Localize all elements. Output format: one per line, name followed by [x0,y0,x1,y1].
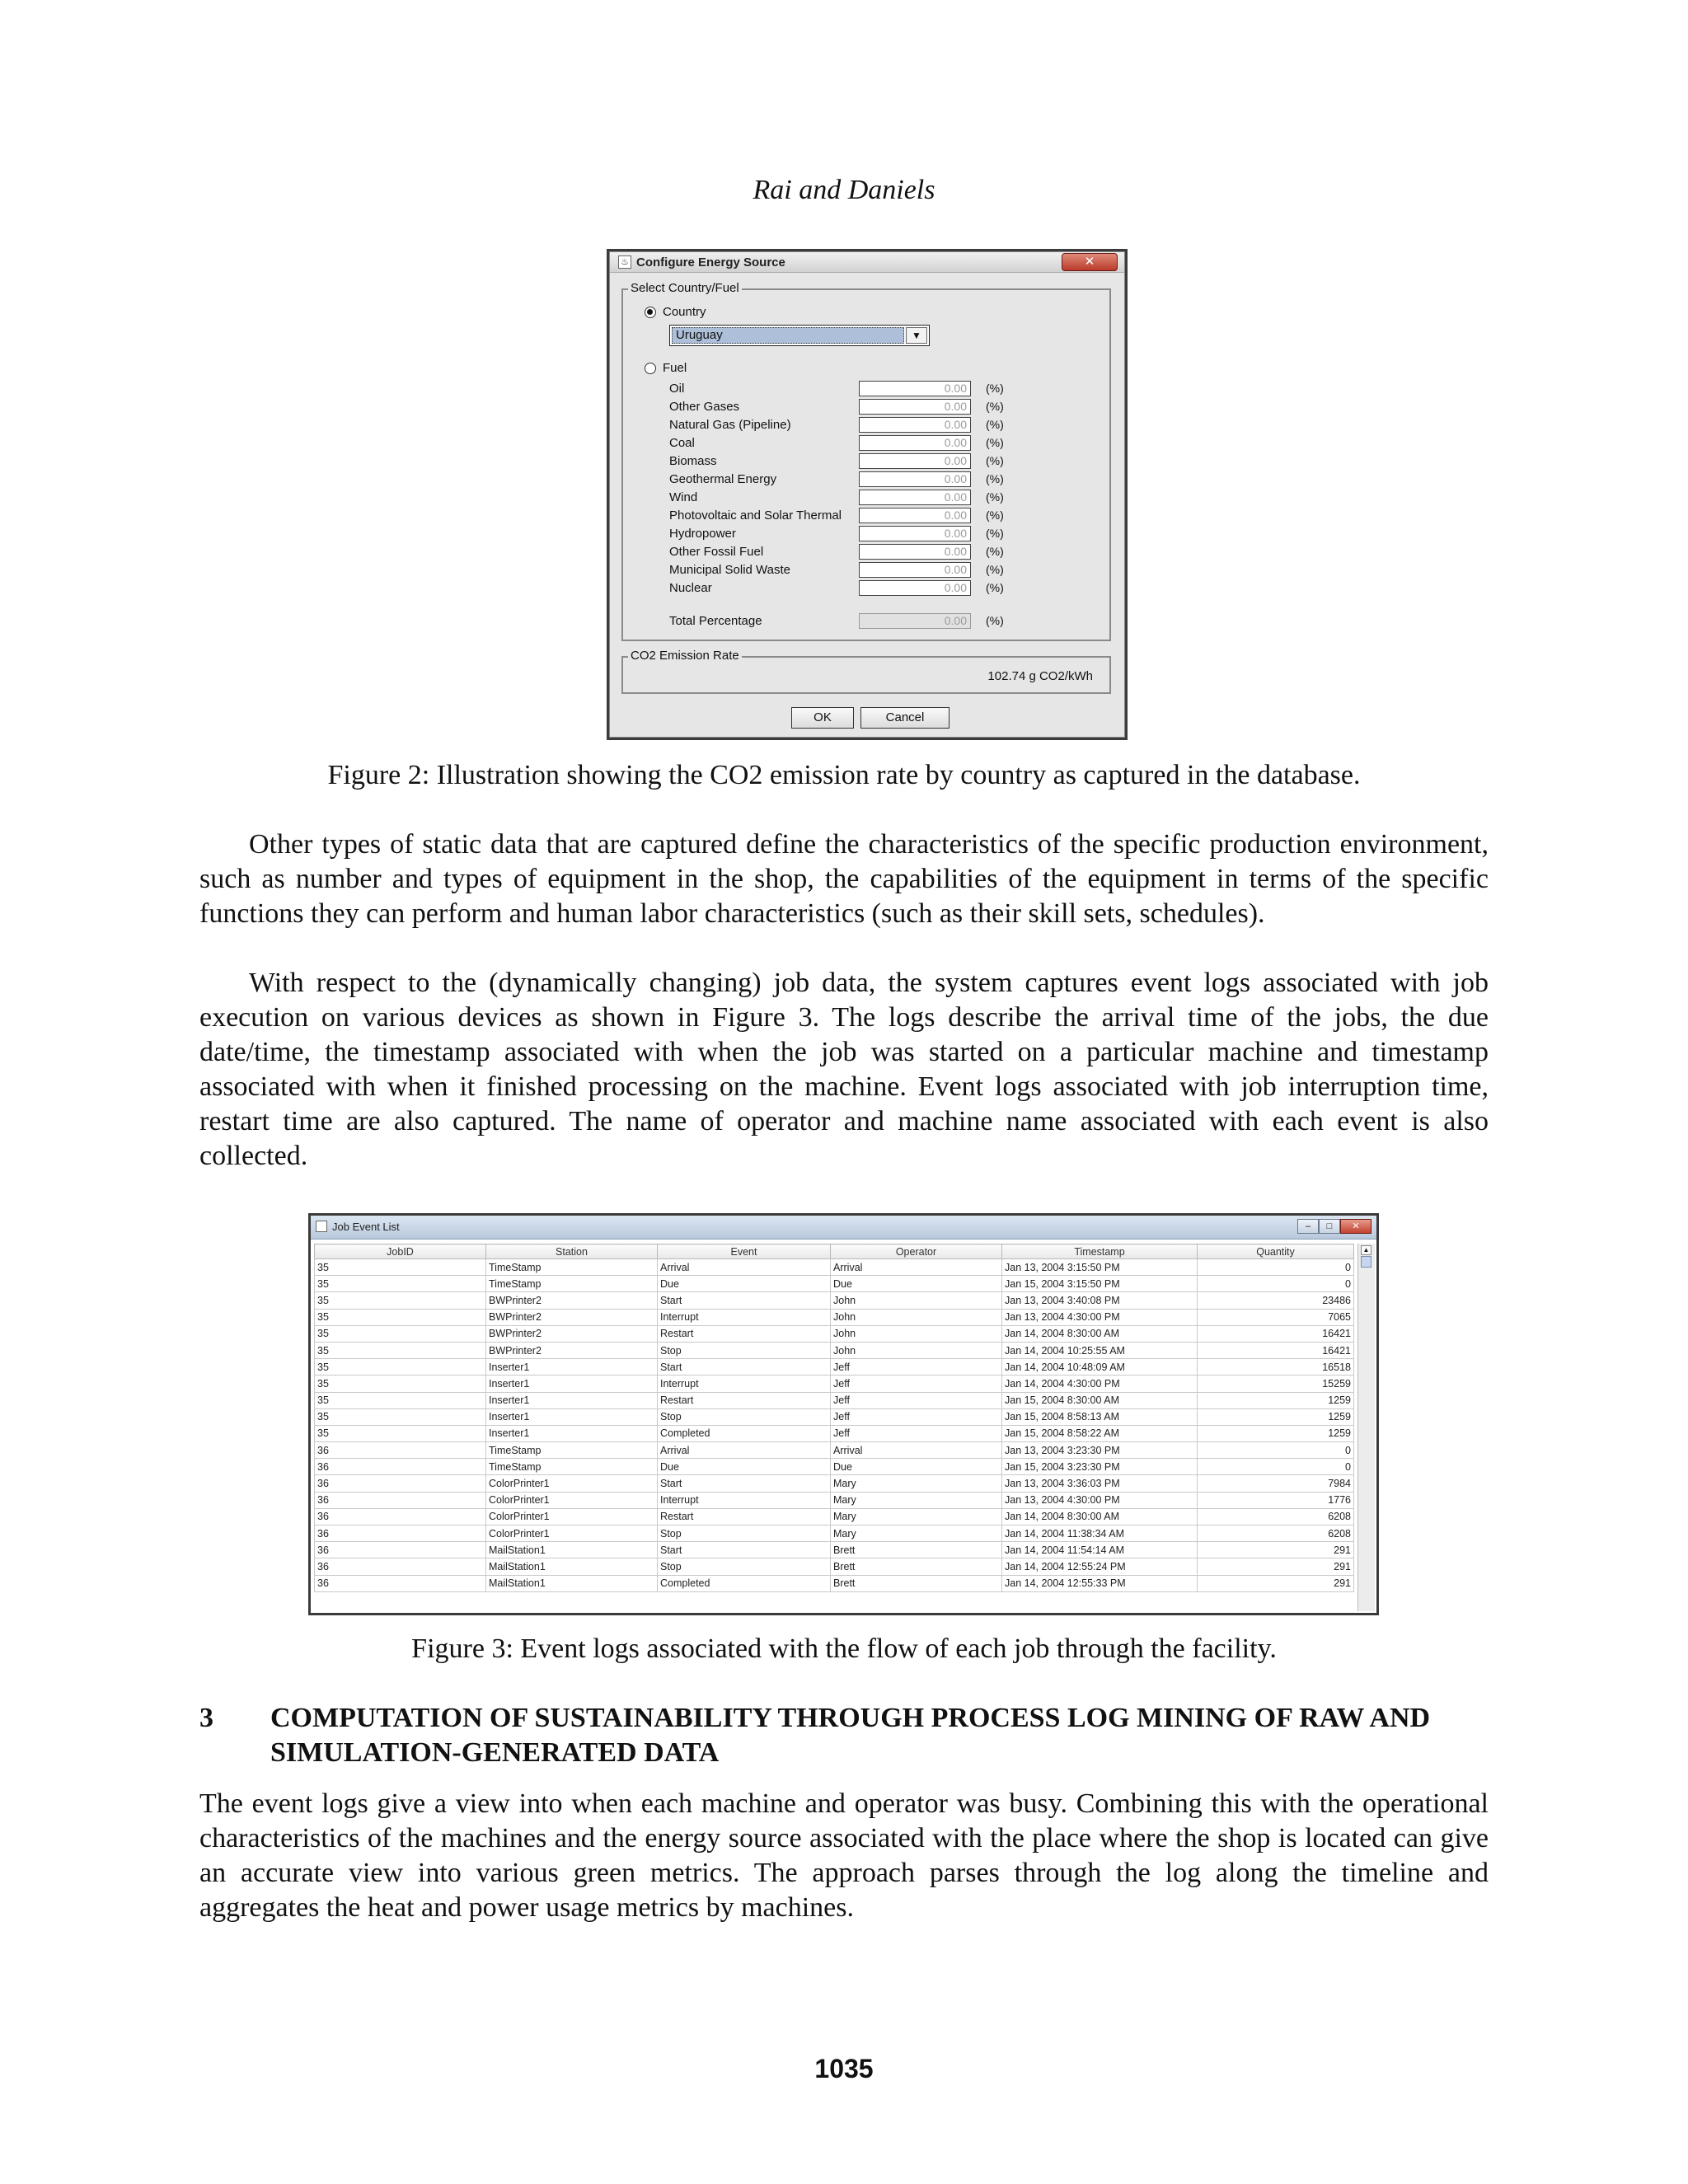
table-cell: Jan 14, 2004 10:48:09 AM [1002,1359,1198,1376]
table-cell: 36 [315,1442,486,1459]
table-row[interactable] [315,1376,1354,1392]
table-cell: 0 [1198,1459,1354,1475]
table-cell: 291 [1198,1542,1354,1558]
table-cell: Completed [658,1575,831,1591]
table-cell: Due [831,1276,1002,1292]
fuel-name: Hydropower [669,527,736,541]
table-cell: Stop [658,1526,831,1542]
table-cell: MailStation1 [486,1575,658,1591]
table-row[interactable] [315,1526,1354,1542]
fuel-name: Natural Gas (Pipeline) [669,418,791,432]
maximize-icon[interactable]: □ [1319,1219,1340,1234]
table-row[interactable] [315,1459,1354,1475]
table-cell: 0 [1198,1442,1354,1459]
table-cell: Mary [831,1475,1002,1492]
paragraph-text: Other types of static data that are captured define the characteristics of the specific production environment, such as number and types of equipment in the shop, the capabilities of the equipment in terms of the specific functions they can perform and human labor characteristics (such as their skill sets, schedules). [199,829,1489,929]
fuel-row [669,526,1081,542]
table-cell: ColorPrinter1 [486,1526,658,1542]
fuel-percentage-input[interactable]: 0.00 [859,580,971,596]
ok-button[interactable]: OK [791,707,854,729]
co2-emission-rate-group [621,649,1111,694]
table-cell: 16421 [1198,1325,1354,1342]
table-cell: Jan 15, 2004 3:23:30 PM [1002,1459,1198,1475]
percent-unit: (%) [986,472,1004,485]
select-country-fuel-group [621,281,1111,641]
table-cell: Jeff [831,1425,1002,1441]
table-cell: MailStation1 [486,1542,658,1558]
table-cell: Mary [831,1508,1002,1525]
section-title: COMPUTATION OF SUSTAINABILITY THROUGH PROCESS LOG MINING OF RAW AND SIMULATION-GENERATED DATA [270,1703,1431,1768]
minimize-icon[interactable]: – [1297,1219,1319,1234]
column-header[interactable]: Quantity [1198,1244,1354,1259]
table-cell: 36 [315,1542,486,1558]
table-cell: 291 [1198,1575,1354,1591]
table-cell: John [831,1325,1002,1342]
table-row[interactable] [315,1442,1354,1459]
table-cell: Arrival [658,1259,831,1276]
java-app-icon: ♨ [618,255,631,269]
table-cell: 36 [315,1558,486,1575]
table-cell: Brett [831,1558,1002,1575]
table-cell: 6208 [1198,1508,1354,1525]
table-cell: 36 [315,1526,486,1542]
table-cell: 36 [315,1475,486,1492]
fuel-percentage-input[interactable]: 0.00 [859,417,971,433]
table-cell: Brett [831,1575,1002,1591]
table-cell: Jan 15, 2004 8:30:00 AM [1002,1392,1198,1408]
table-cell: 1259 [1198,1408,1354,1425]
co2-emission-value: 102.74 g CO2/kWh [987,669,1093,683]
table-row[interactable] [315,1508,1354,1525]
fuel-row [669,453,1081,470]
table-cell: Jan 14, 2004 12:55:24 PM [1002,1558,1198,1575]
percent-unit: (%) [986,454,1004,467]
table-cell: Inserter1 [486,1408,658,1425]
fuel-name: Wind [669,490,698,504]
table-cell: Jan 13, 2004 4:30:00 PM [1002,1309,1198,1325]
table-cell: Jan 14, 2004 12:55:33 PM [1002,1575,1198,1591]
table-row[interactable] [315,1259,1354,1276]
fuel-row [669,544,1081,560]
fuel-name: Other Fossil Fuel [669,545,764,559]
fuel-name: Coal [669,436,695,450]
fuel-row [669,381,1081,397]
table-row[interactable] [315,1575,1354,1591]
table-cell: Restart [658,1392,831,1408]
table-cell: 1259 [1198,1425,1354,1441]
table-cell: ColorPrinter1 [486,1475,658,1492]
table-cell: Interrupt [658,1492,831,1508]
table-cell: Inserter1 [486,1425,658,1441]
fuel-percentage-input[interactable]: 0.00 [859,526,971,541]
table-cell: TimeStamp [486,1276,658,1292]
country-dropdown-value: Uruguay [672,327,904,344]
table-cell: TimeStamp [486,1259,658,1276]
paragraph-job-data [199,966,1489,1174]
table-cell: Jan 13, 2004 4:30:00 PM [1002,1492,1198,1508]
table-row[interactable] [315,1292,1354,1309]
fuel-percentage-input[interactable]: 0.00 [859,435,971,451]
table-cell: Due [831,1459,1002,1475]
table-row[interactable] [315,1392,1354,1408]
table-cell: 35 [315,1359,486,1376]
window-titlebar [311,1216,1376,1240]
fuel-name: Biomass [669,454,717,468]
table-cell: Jan 14, 2004 10:25:55 AM [1002,1342,1198,1358]
table-cell: Inserter1 [486,1376,658,1392]
table-cell: 35 [315,1292,486,1309]
country-radio-option[interactable] [645,305,706,319]
table-row[interactable] [315,1475,1354,1492]
table-cell: BWPrinter2 [486,1309,658,1325]
fuel-name: Municipal Solid Waste [669,563,791,577]
fuel-name: Other Gases [669,400,740,414]
paragraph-text: With respect to the (dynamically changing) job data, the system captures event logs associated with job execution on various devices as shown in Figure 3. The logs describe the arrival time of the jobs, the due date/time, the timestamp associated with when the job was started on a particular machine and timestamp associated with when it finished processing on the machine. Event logs associated with job interruption time, restart time are also captured. The name of operator and machine name associated with each event is also collected. [199,968,1489,1171]
dialog-titlebar [610,252,1124,273]
table-cell: Jan 13, 2004 3:36:03 PM [1002,1475,1198,1492]
table-cell: 16421 [1198,1342,1354,1358]
table-cell: Inserter1 [486,1359,658,1376]
fuel-row [669,399,1081,415]
table-cell: Start [658,1475,831,1492]
fuel-row [669,471,1081,488]
section-body-paragraph: The event logs give a view into when each machine and operator was busy. Combining this with the operational characteristics of the machines and the energy source associated with the place where the shop is located can give an accurate view into various green metrics. The approach parses through the log along the timeline and aggregates the heat and power usage metrics by machines. [199,1788,1489,1923]
table-cell: Jan 14, 2004 11:54:14 AM [1002,1542,1198,1558]
table-cell: Jan 15, 2004 8:58:13 AM [1002,1408,1198,1425]
table-row[interactable] [315,1425,1354,1441]
table-cell: 16518 [1198,1359,1354,1376]
radio-selected-icon[interactable] [645,307,656,318]
fuel-radio-option[interactable] [645,361,687,375]
fuel-name: Oil [669,382,685,396]
fuel-percentage-input[interactable]: 0.00 [859,508,971,523]
table-cell: Jeff [831,1392,1002,1408]
table-cell: ColorPrinter1 [486,1492,658,1508]
close-icon[interactable]: ✕ [1340,1219,1372,1234]
table-cell: Jan 14, 2004 4:30:00 PM [1002,1376,1198,1392]
table-cell: Start [658,1542,831,1558]
percent-unit: (%) [986,614,1004,627]
percent-unit: (%) [986,527,1004,540]
table-cell: John [831,1342,1002,1358]
table-cell: Inserter1 [486,1392,658,1408]
fuel-name: Nuclear [669,581,712,595]
table-cell: Interrupt [658,1309,831,1325]
column-header[interactable]: Operator [831,1244,1002,1259]
table-row[interactable] [315,1359,1354,1376]
table-cell: TimeStamp [486,1459,658,1475]
fuel-row [669,508,1081,524]
table-cell: Stop [658,1558,831,1575]
table-cell: Jan 13, 2004 3:40:08 PM [1002,1292,1198,1309]
app-icon [316,1221,327,1232]
configure-energy-source-dialog [607,249,1128,740]
table-cell: Interrupt [658,1376,831,1392]
country-radio-label: Country [663,305,706,319]
table-cell: 36 [315,1459,486,1475]
fuel-row [669,435,1081,452]
table-cell: 35 [315,1309,486,1325]
fuel-percentage-input[interactable]: 0.00 [859,562,971,578]
section-number: 3 [199,1703,213,1733]
fuel-radio-label: Fuel [663,361,687,375]
fuel-percentage-input[interactable]: 0.00 [859,544,971,560]
table-cell: Jan 15, 2004 8:58:22 AM [1002,1425,1198,1441]
fuel-row [669,417,1081,434]
table-row[interactable] [315,1558,1354,1575]
table-row[interactable] [315,1325,1354,1342]
table-cell: 35 [315,1392,486,1408]
table-row[interactable] [315,1492,1354,1508]
table-cell: 0 [1198,1259,1354,1276]
percent-unit: (%) [986,418,1004,431]
percent-unit: (%) [986,436,1004,449]
table-cell: 35 [315,1276,486,1292]
group-label: CO2 Emission Rate [628,649,742,663]
running-head: Rai and Daniels [753,175,935,205]
table-cell: 35 [315,1259,486,1276]
table-cell: Arrival [831,1442,1002,1459]
fuel-percentage-input[interactable]: 0.00 [859,490,971,505]
figure-3-caption: Figure 3: Event logs associated with the flow of each job through the facility. [411,1633,1277,1664]
job-event-table [314,1244,1354,1592]
table-cell: Jan 14, 2004 11:38:34 AM [1002,1526,1198,1542]
table-cell: Restart [658,1325,831,1342]
table-cell: BWPrinter2 [486,1342,658,1358]
vertical-scrollbar[interactable] [1357,1244,1375,1611]
table-cell: Jan 14, 2004 8:30:00 AM [1002,1325,1198,1342]
table-cell: Stop [658,1342,831,1358]
table-cell: Mary [831,1526,1002,1542]
column-header[interactable]: Event [658,1244,831,1259]
fuel-percentage-input[interactable]: 0.00 [859,399,971,415]
table-cell: 7065 [1198,1309,1354,1325]
table-cell: Mary [831,1492,1002,1508]
table-cell: Jan 14, 2004 8:30:00 AM [1002,1508,1198,1525]
table-cell: Completed [658,1425,831,1441]
table-cell: 1259 [1198,1392,1354,1408]
table-cell: 35 [315,1342,486,1358]
percent-unit: (%) [986,400,1004,413]
scrollbar-thumb[interactable] [1361,1256,1372,1268]
table-cell: MailStation1 [486,1558,658,1575]
table-cell: Jan 13, 2004 3:23:30 PM [1002,1442,1198,1459]
table-row[interactable] [315,1342,1354,1358]
table-row[interactable] [315,1309,1354,1325]
table-cell: Due [658,1276,831,1292]
percent-unit: (%) [986,563,1004,576]
window-title: Job Event List [332,1221,400,1233]
table-row[interactable] [315,1542,1354,1558]
table-cell: Due [658,1459,831,1475]
radio-unselected-icon[interactable] [645,363,656,374]
table-row[interactable] [315,1408,1354,1425]
table-cell: Jeff [831,1376,1002,1392]
job-event-list-window [308,1213,1379,1615]
table-cell: John [831,1292,1002,1309]
total-percentage-label: Total Percentage [669,614,762,628]
percent-unit: (%) [986,509,1004,522]
table-cell: 35 [315,1325,486,1342]
table-cell: 15259 [1198,1376,1354,1392]
percent-unit: (%) [986,382,1004,395]
table-cell: 35 [315,1425,486,1441]
table-cell: Brett [831,1542,1002,1558]
table-cell: 291 [1198,1558,1354,1575]
column-header[interactable]: Station [486,1244,658,1259]
percent-unit: (%) [986,490,1004,504]
total-percentage-field: 0.00 [859,613,971,629]
percent-unit: (%) [986,545,1004,558]
fuel-percentage-input[interactable]: 0.00 [859,381,971,396]
table-cell: 36 [315,1508,486,1525]
table-cell: 36 [315,1575,486,1591]
fuel-name: Photovoltaic and Solar Thermal [669,509,842,523]
table-cell: BWPrinter2 [486,1292,658,1309]
column-header[interactable]: Timestamp [1002,1244,1198,1259]
chevron-down-icon[interactable]: ▼ [906,327,927,344]
table-cell: 7984 [1198,1475,1354,1492]
table-cell: 23486 [1198,1292,1354,1309]
table-cell: Jan 15, 2004 3:15:50 PM [1002,1276,1198,1292]
table-cell: 0 [1198,1276,1354,1292]
table-cell: ColorPrinter1 [486,1508,658,1525]
table-cell: Start [658,1292,831,1309]
percent-unit: (%) [986,581,1004,594]
table-cell: 35 [315,1408,486,1425]
table-cell: 1776 [1198,1492,1354,1508]
fuel-percentage-input[interactable]: 0.00 [859,471,971,487]
table-cell: Restart [658,1508,831,1525]
table-cell: Arrival [658,1442,831,1459]
dialog-title: Configure Energy Source [636,255,785,269]
cancel-button[interactable]: Cancel [860,707,950,729]
figure-2-caption: Figure 2: Illustration showing the CO2 emission rate by country as captured in the database. [327,760,1361,790]
close-icon[interactable]: ✕ [1062,253,1118,271]
table-cell: Stop [658,1408,831,1425]
table-cell: Start [658,1359,831,1376]
fuel-row [669,490,1081,506]
paragraph-static-data [199,827,1489,931]
table-cell: Arrival [831,1259,1002,1276]
country-dropdown[interactable] [669,325,930,346]
table-cell: John [831,1309,1002,1325]
fuel-name: Geothermal Energy [669,472,777,486]
table-cell: Jan 13, 2004 3:15:50 PM [1002,1259,1198,1276]
table-cell: BWPrinter2 [486,1325,658,1342]
column-header[interactable]: JobID [315,1244,486,1259]
page-number: 1035 [814,2054,874,2083]
scroll-up-icon[interactable]: ▲ [1361,1245,1372,1255]
fuel-percentage-input[interactable]: 0.00 [859,453,971,469]
table-cell: 36 [315,1492,486,1508]
table-cell: 6208 [1198,1526,1354,1542]
table-cell: TimeStamp [486,1442,658,1459]
total-percentage-row [669,613,1081,630]
table-cell: Jeff [831,1408,1002,1425]
table-cell: Jeff [831,1359,1002,1376]
fuel-row [669,580,1081,597]
table-cell: 35 [315,1376,486,1392]
table-row[interactable] [315,1276,1354,1292]
fuel-row [669,562,1081,579]
group-label: Select Country/Fuel [628,281,742,295]
